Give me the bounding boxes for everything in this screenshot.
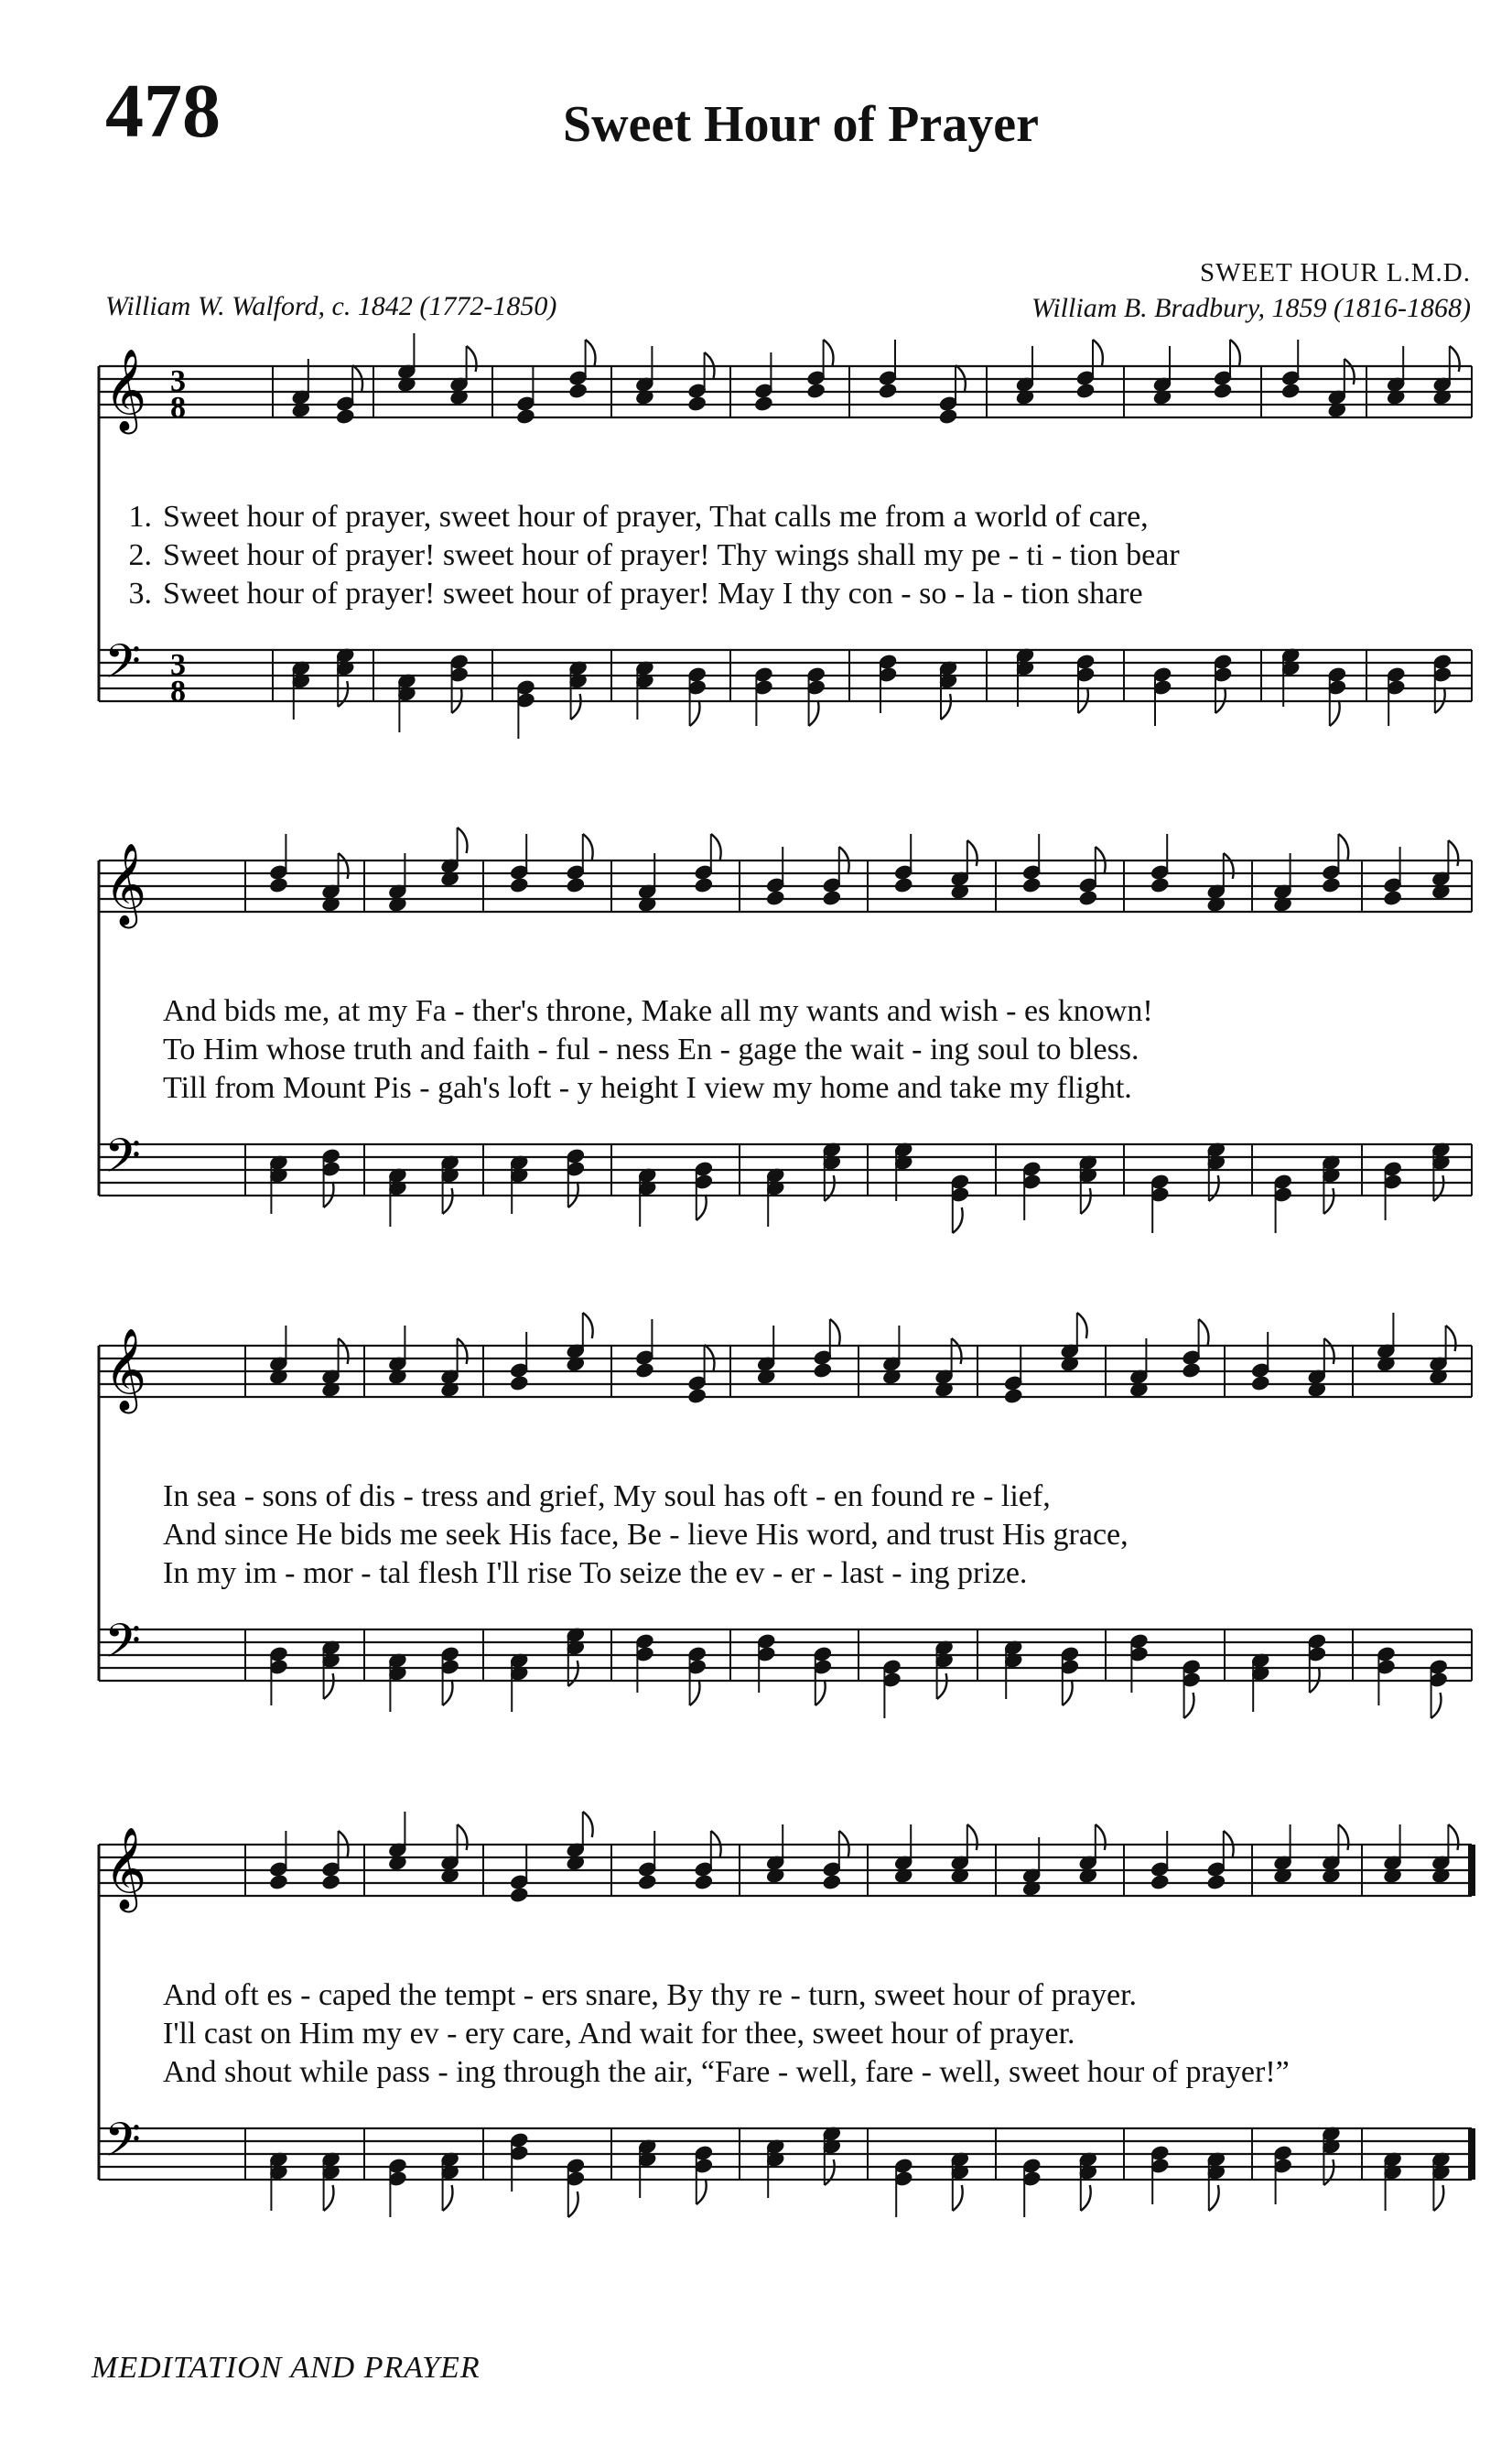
bass-staff [99, 1144, 1472, 1196]
lyric-line-verse-1 [99, 996, 1472, 1027]
lyric-line-verse-2 [99, 1034, 1472, 1066]
note-chord [1021, 1837, 1042, 1898]
note-chord [1306, 1632, 1327, 1693]
note-chord [268, 834, 289, 894]
note-chord [1205, 853, 1233, 914]
note-chord [1213, 653, 1234, 713]
time-signature-bottom: 8 [170, 675, 186, 709]
note-chord [509, 1332, 530, 1392]
note-chord [1059, 1313, 1086, 1373]
note-chord [387, 2157, 408, 2217]
bass-notes [268, 1141, 1452, 1233]
note-chord [949, 840, 977, 901]
note-chord [1181, 1658, 1202, 1718]
note-chord [1272, 853, 1293, 914]
lyric-text: In sea - sons of dis - tress and grief, My soul has oft - en found re - lief, [163, 1479, 1051, 1513]
note-chord [1326, 666, 1347, 726]
note-chord [949, 1173, 970, 1233]
note-chord [439, 1824, 467, 1885]
note-chord [1382, 847, 1403, 907]
note-chord [448, 346, 476, 406]
note-chord [893, 1824, 914, 1885]
note-chord [1428, 1658, 1449, 1718]
note-chord [1250, 1332, 1271, 1392]
note-chord [387, 853, 408, 914]
note-chord [881, 1326, 902, 1386]
note-chord [1306, 1338, 1334, 1399]
lyric-line-verse-1 [99, 1481, 1472, 1512]
note-chord [893, 2157, 914, 2217]
note-chord [387, 1812, 408, 1872]
lyric-text: And oft es - caped the tempt - ers snare, By thy re - turn, sweet hour of prayer. [163, 1978, 1138, 2012]
note-chord [1280, 340, 1301, 400]
note-chord [1272, 1824, 1293, 1885]
lyric-line-verse-3 [99, 1558, 1472, 1589]
verse-number: 2. [128, 538, 152, 572]
lyric-line-verse-3 [99, 2057, 1472, 2088]
note-chord [1059, 1645, 1080, 1705]
lyric-text: To Him whose truth and faith - ful - ness En - gage the wait - ing soul to bless. [163, 1033, 1139, 1066]
tune-name: SWEET HOUR L.M.D. [1200, 258, 1471, 287]
note-chord [1321, 1824, 1348, 1885]
note-chord [1015, 346, 1036, 406]
note-chord [320, 1147, 341, 1207]
note-chord [765, 847, 786, 907]
note-chord [515, 678, 536, 739]
note-chord [693, 2144, 714, 2204]
lyric-text: Sweet hour of prayer, sweet hour of prayer, That calls me from a world of care, [163, 500, 1149, 534]
note-chord [268, 1645, 289, 1705]
note-chord [1021, 1160, 1042, 1220]
lyric-line-verse-2 [99, 2019, 1472, 2050]
note-chord [268, 1326, 289, 1386]
note-chord [1150, 1831, 1171, 1891]
note-chord [637, 1831, 658, 1891]
note-chord [881, 1658, 902, 1718]
note-chord [515, 365, 536, 426]
author-credit: William W. Walford, c. 1842 (1772-1850) [105, 291, 557, 321]
treble-notes [268, 828, 1458, 914]
note-chord [1129, 1338, 1150, 1399]
lyric-text: And since He bids me seek His face, Be - lieve His word, and trust His grace, [163, 1518, 1129, 1552]
note-chord [1272, 2144, 1293, 2204]
note-chord [1150, 2144, 1171, 2204]
lyric-text: In my im - mor - tal flesh I'll rise To seize the ev - er - last - ing prize. [163, 1556, 1028, 1590]
note-chord [634, 1319, 655, 1380]
note-chord [439, 1338, 467, 1399]
note-chord [1021, 834, 1042, 894]
note-chord [686, 666, 707, 726]
note-chord [565, 2157, 586, 2217]
lyric-text: And bids me, at my Fa - ther's throne, Make all my wants and wish - es known! [163, 994, 1153, 1028]
note-chord [878, 340, 899, 400]
bass-clef-icon: 𝄢 [104, 633, 141, 700]
note-chord [1431, 840, 1458, 901]
bass-clef-icon: 𝄢 [104, 2112, 141, 2179]
note-chord [565, 1313, 592, 1373]
lyric-text: And shout while pass - ing through the air, “Fare - well, fare - well, sweet hour of prayer!” [163, 2055, 1290, 2089]
note-chord [753, 352, 774, 413]
bass-notes [290, 646, 1453, 739]
note-chord [439, 1645, 460, 1705]
note-chord [634, 346, 655, 406]
lyric-text: Sweet hour of prayer! sweet hour of prayer! Thy wings shall my pe - ti - tion bear [163, 538, 1180, 572]
treble-staff [99, 1845, 1472, 1896]
note-chord [1326, 359, 1354, 419]
treble-clef-icon: 𝄞 [104, 349, 147, 431]
note-chord [509, 1844, 530, 1904]
note-chord [1077, 1824, 1105, 1885]
note-chord [1150, 1173, 1171, 1233]
lyric-line-verse-1 [99, 502, 1472, 533]
note-chord [565, 1147, 586, 1207]
note-chord [756, 1632, 777, 1693]
treble-clef-icon: 𝄞 [104, 1827, 147, 1910]
treble-staff [99, 860, 1472, 912]
note-chord [637, 853, 658, 914]
time-signature-bottom: 8 [170, 391, 186, 425]
note-chord [686, 1645, 707, 1705]
note-chord [509, 834, 530, 894]
note-chord [387, 1326, 408, 1386]
note-chord [448, 653, 470, 713]
note-chord [934, 1338, 961, 1399]
note-chord [1431, 653, 1453, 713]
note-chord [290, 359, 311, 419]
note-chord [634, 1632, 655, 1693]
treble-clef-icon: 𝄞 [104, 843, 147, 925]
section-footer: MEDITATION AND PRAYER [92, 2351, 481, 2385]
note-chord [1152, 666, 1173, 726]
note-chord [1376, 1313, 1397, 1373]
note-chord [1152, 346, 1173, 406]
lyric-text: I'll cast on Him my ev - ery care, And wait for thee, sweet hour of prayer. [163, 2017, 1075, 2051]
hymn-number: 478 [105, 69, 221, 154]
note-chord [1431, 346, 1459, 406]
bass-staff [99, 2128, 1472, 2180]
note-chord [1075, 653, 1096, 713]
note-chord [949, 1824, 977, 1885]
lyric-line-verse-2 [99, 1520, 1472, 1551]
note-chord [693, 1160, 714, 1220]
lyric-line-verse-3 [99, 1073, 1472, 1104]
note-chord [1272, 1173, 1293, 1233]
note-chord [805, 666, 826, 726]
time-signature-top: 3 [170, 364, 186, 398]
note-chord [268, 1831, 289, 1891]
hymn-title: Sweet Hour of Prayer [563, 96, 1039, 153]
note-chord [1382, 1160, 1403, 1220]
lyric-line-verse-3 [99, 579, 1472, 610]
note-chord [320, 853, 348, 914]
note-chord [753, 666, 774, 726]
note-chord [1021, 2157, 1042, 2217]
note-chord [396, 333, 417, 394]
bass-clef-icon: 𝄢 [104, 1613, 141, 1680]
lyric-line-verse-1 [99, 1980, 1472, 2011]
lyric-text: Sweet hour of prayer! sweet hour of prayer! May I thy con - so - la - tion share [163, 577, 1143, 611]
note-chord [1376, 1645, 1397, 1705]
lyric-line-verse-2 [99, 540, 1472, 571]
verse-number: 3. [128, 577, 152, 611]
bass-notes [268, 2125, 1452, 2217]
composer-credit: William B. Bradbury, 1859 (1816-1868) [1031, 293, 1471, 323]
note-chord [509, 2131, 530, 2192]
note-chord [878, 653, 899, 713]
note-chord [893, 834, 914, 894]
note-chord [1003, 1345, 1024, 1405]
time-signature-top: 3 [170, 648, 186, 682]
note-chord [1431, 1824, 1458, 1885]
verse-number: 1. [128, 500, 152, 534]
note-chord [756, 1326, 777, 1386]
treble-clef-icon: 𝄞 [104, 1328, 147, 1411]
note-chord [1382, 1824, 1403, 1885]
bass-clef-icon: 𝄢 [104, 1128, 141, 1195]
barlines [99, 1845, 1472, 2180]
note-chord [439, 828, 467, 888]
note-chord [1129, 1632, 1150, 1693]
note-chord [565, 1812, 592, 1872]
lyric-text: Till from Mount Pis - gah's loft - y height I view my home and take my flight. [163, 1071, 1132, 1105]
note-chord [1428, 1326, 1455, 1386]
note-chord [1150, 834, 1171, 894]
note-chord [765, 1824, 786, 1885]
note-chord [1386, 666, 1407, 726]
note-chord [320, 1338, 348, 1399]
note-chord [812, 1645, 833, 1705]
note-chord [1386, 346, 1407, 406]
